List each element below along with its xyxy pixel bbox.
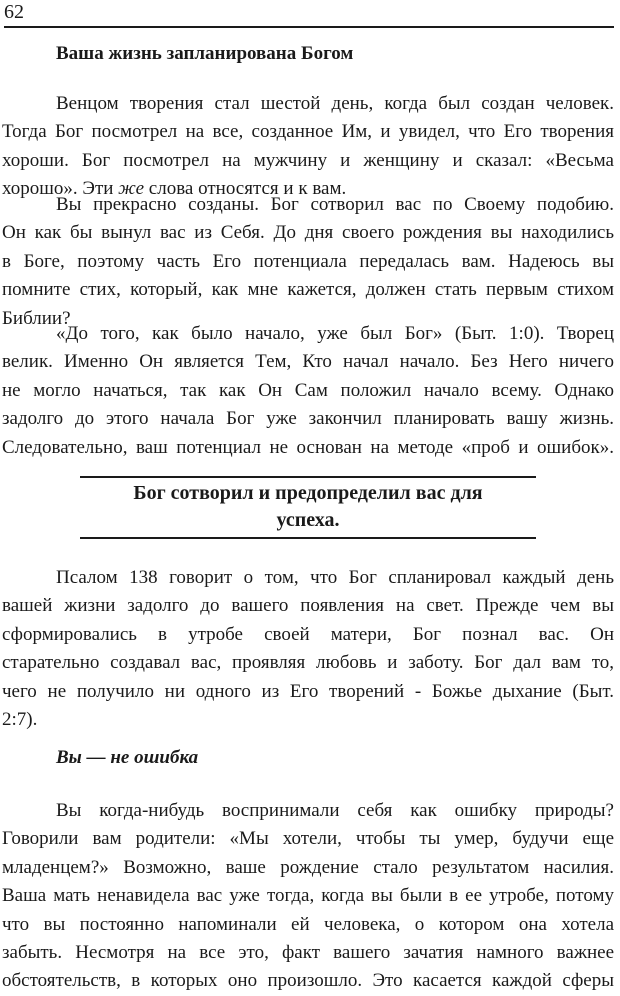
text-line: чего не получило ни одного из Его творений - Божье дыхание (Быт.: [2, 680, 614, 702]
paragraph: [2, 564, 614, 734]
callout-line: Бог сотворил и предопределил вас для: [133, 482, 483, 504]
text-line: старательно создавал вас, проявляя любовь и заботу. Бог дал вам то,: [2, 652, 614, 674]
text-line: Он как бы вынул вас из Себя. До дня своего рождения вы находились: [2, 222, 614, 244]
section-heading: Вы — не ошибка: [56, 747, 199, 768]
text-line: в Боге, поэтому часть Его потенциала передалась вам. Надеюсь вы: [2, 250, 614, 272]
text-line: Вы прекрасно созданы. Бог сотворил вас по Своему подобию.: [56, 194, 614, 215]
callout-rule-bottom: [80, 537, 536, 539]
page-number: 62: [4, 1, 24, 23]
text-line: Следовательно, ваш потенциал не основан на методе «проб и ошибок».: [2, 436, 614, 458]
text-line: хороши. Бог посмотрел на мужчину и женщину и сказал: «Весьма: [2, 149, 614, 171]
paragraph: [2, 797, 614, 996]
text-line: Тогда Бог посмотрел на все, созданное Им, и увидел, что Его творения: [2, 121, 614, 143]
text-line: задолго до этого начала Бог уже закончил планировать вашу жизнь.: [2, 408, 614, 430]
text-line: Ваша мать ненавидела вас уже тогда, когда вы были в ее утробе, потому: [2, 885, 614, 907]
text-line: Вы когда-нибудь воспринимали себя как ошибку природы?: [56, 800, 614, 821]
text-line: вашей жизни задолго до вашего появления на свет. Прежде чем вы: [2, 595, 614, 617]
text-line: забыть. Несмотря на все это, факт вашего зачатия намного важнее: [2, 942, 614, 964]
paragraph: [2, 320, 614, 462]
text-line: Говорили вам родители: «Мы хотели, чтобы ты умер, будучи еще: [2, 828, 614, 850]
text-run: слова относятся и к вам.: [144, 178, 347, 200]
text-line: Венцом творения стал шестой день, когда был создан человек.: [56, 93, 614, 114]
section-heading: Ваша жизнь запланирована Богом: [56, 43, 354, 64]
text-line: младенцем?» Возможно, ваше рождение стало результатом насилия.: [2, 856, 614, 878]
text-line: 2:7).: [2, 709, 38, 731]
text-line: помните стих, который, как мне кажется, должен стать первым стихом: [2, 279, 614, 301]
paragraph: [2, 90, 614, 204]
text-line: Библии?: [2, 307, 71, 329]
paragraph: [2, 191, 614, 333]
text-run: хорошо». Эти: [2, 178, 119, 200]
text-line: Псалом 138 говорит о том, что Бог спланировал каждый день: [56, 567, 614, 588]
text-line: обстоятельств, в которых оно произошло. Это касается каждой сферы: [2, 970, 614, 992]
emphasis-text: же: [118, 178, 145, 200]
text-line: сформировались в утробе своей матери, Бог познал вас. Он: [2, 623, 614, 645]
callout-rule-top: [80, 476, 536, 478]
text-line: не могло начаться, так как Он Сам положил начало всему. Однако: [2, 379, 614, 401]
header-rule: [4, 26, 614, 28]
text-line: что вы постоянно напоминали ей человека, о котором она хотела: [2, 913, 614, 935]
callout-line: успеха.: [276, 509, 340, 531]
text-line: «До того, как было начало, уже был Бог» (Быт. 1:0). Творец: [56, 323, 614, 344]
text-line: велик. Именно Он является Тем, Кто начал начало. Без Него ничего: [2, 351, 614, 373]
callout-quote: [80, 480, 536, 534]
